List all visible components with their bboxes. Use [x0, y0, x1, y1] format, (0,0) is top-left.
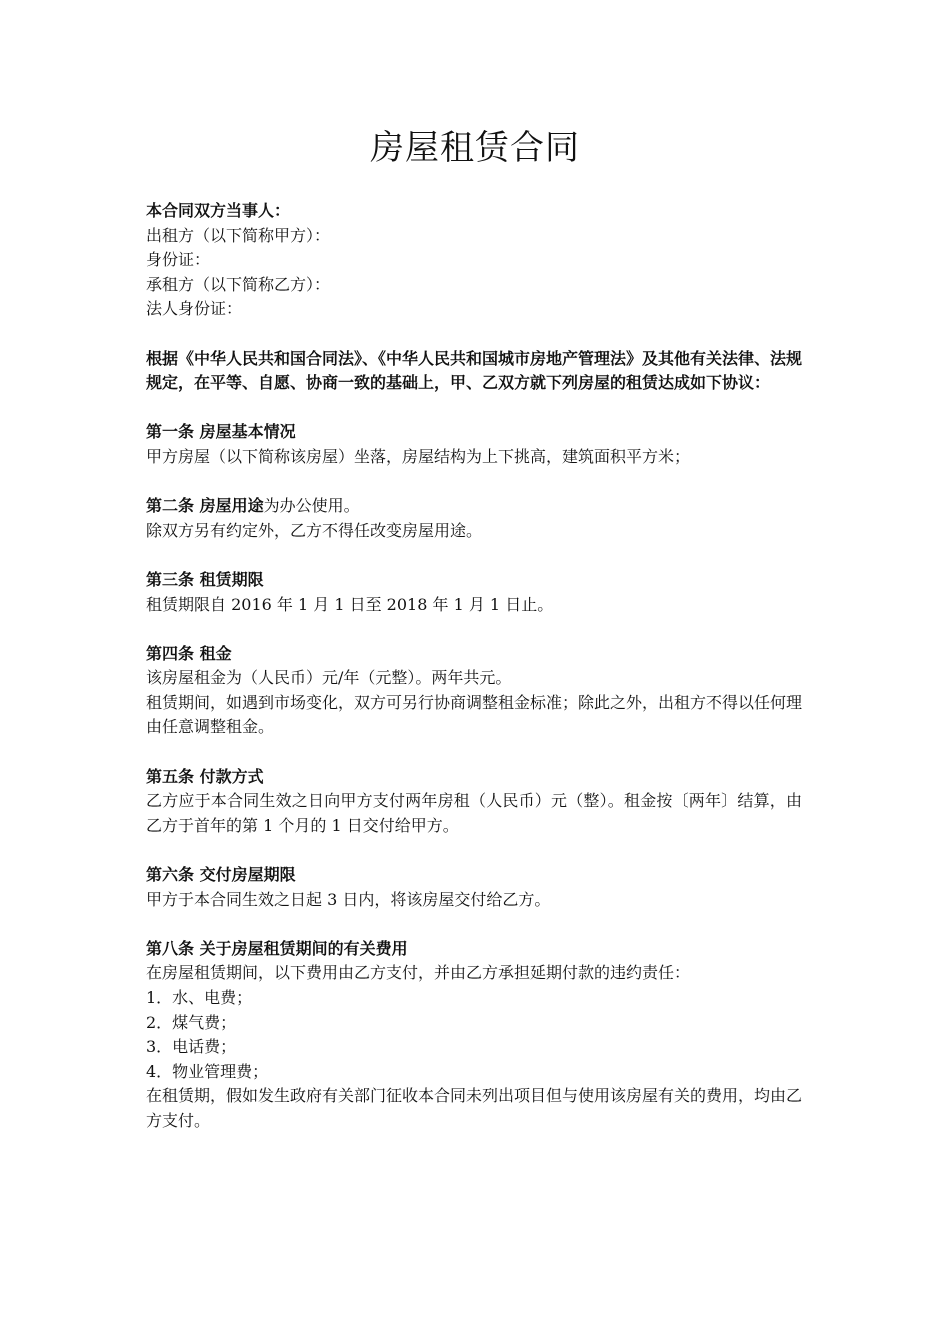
- article-3: [146, 568, 802, 617]
- article-8-intro: 在房屋租赁期间，以下费用由乙方支付，并由乙方承担延期付款的违约责任：: [146, 963, 691, 983]
- parties-heading: 本合同双方当事人：: [146, 201, 291, 220]
- article-1-heading: 第一条 房屋基本情况: [146, 422, 296, 442]
- list-item: 1．水、电费；: [146, 988, 253, 1007]
- article-6-heading: 第六条 交付房屋期限: [146, 865, 296, 885]
- list-item: 4．物业管理费；: [146, 1061, 269, 1081]
- list-item: 3．电话费；: [146, 1037, 237, 1057]
- article-4: [146, 642, 802, 740]
- parties-section: [146, 199, 802, 322]
- article-6-text: 甲方于本合同生效之日起 3 日内，将该房屋交付给乙方。: [146, 889, 551, 909]
- article-2-heading: 第二条 房屋用途: [146, 496, 264, 516]
- lessor-line: 出租方（以下简称甲方）：: [146, 225, 331, 245]
- list-item: 2．煤气费；: [146, 1012, 237, 1032]
- article-2-heading-rest: 为办公使用。: [263, 496, 360, 516]
- article-4-text-1: 该房屋租金为（人民币）元/年（元整）。两年共元。: [146, 668, 512, 688]
- article-1-text: 甲方房屋（以下简称该房屋）坐落，房屋结构为上下挑高，建筑面积平方米；: [146, 446, 691, 466]
- article-4-text-2: 租赁期间，如遇到市场变化，双方可另行协商调整租金标准；除此之外，出租方不得以任何理由任意调整租金。: [146, 692, 803, 737]
- article-8-heading: 第八条 关于房屋租赁期间的有关费用: [146, 938, 408, 958]
- document-body: [146, 199, 802, 1134]
- page-title: 房屋租赁合同: [370, 128, 580, 168]
- article-4-heading: 第四条 租金: [146, 643, 232, 663]
- article-8: [146, 937, 802, 1134]
- preamble: 根据《中华人民共和国合同法》、《中华人民共和国城市房地产管理法》及其他有关法律、法规规定，在平等、自愿、协商一致的基础上，甲、乙双方就下列房屋的租赁达成如下协议：: [146, 348, 803, 393]
- article-5: [146, 765, 802, 839]
- article-8-closing: 在租赁期，假如发生政府有关部门征收本合同未列出项目但与使用该房屋有关的费用，均由乙方支付。: [146, 1086, 803, 1130]
- article-5-text: 乙方应于本合同生效之日向甲方支付两年房租（人民币）元（整）。租金按〔两年〕结算，由乙方于首年的第 1 个月的 1 日交付给甲方。: [146, 791, 802, 835]
- lessee-line: 承租方（以下简称乙方）：: [146, 274, 331, 294]
- article-2: [146, 494, 802, 543]
- lessee-id-line: 法人身份证：: [146, 299, 243, 319]
- article-2-text: 除双方另有约定外，乙方不得任改变房屋用途。: [146, 520, 483, 540]
- article-3-text: 租赁期限自 2016 年 1 月 1 日至 2018 年 1 月 1 日止。: [146, 594, 554, 614]
- article-6: [146, 863, 802, 912]
- article-5-heading: 第五条 付款方式: [146, 766, 264, 786]
- article-3-heading: 第三条 租赁期限: [146, 569, 264, 589]
- article-1: [146, 420, 802, 469]
- lessor-id-line: 身份证：: [146, 250, 211, 270]
